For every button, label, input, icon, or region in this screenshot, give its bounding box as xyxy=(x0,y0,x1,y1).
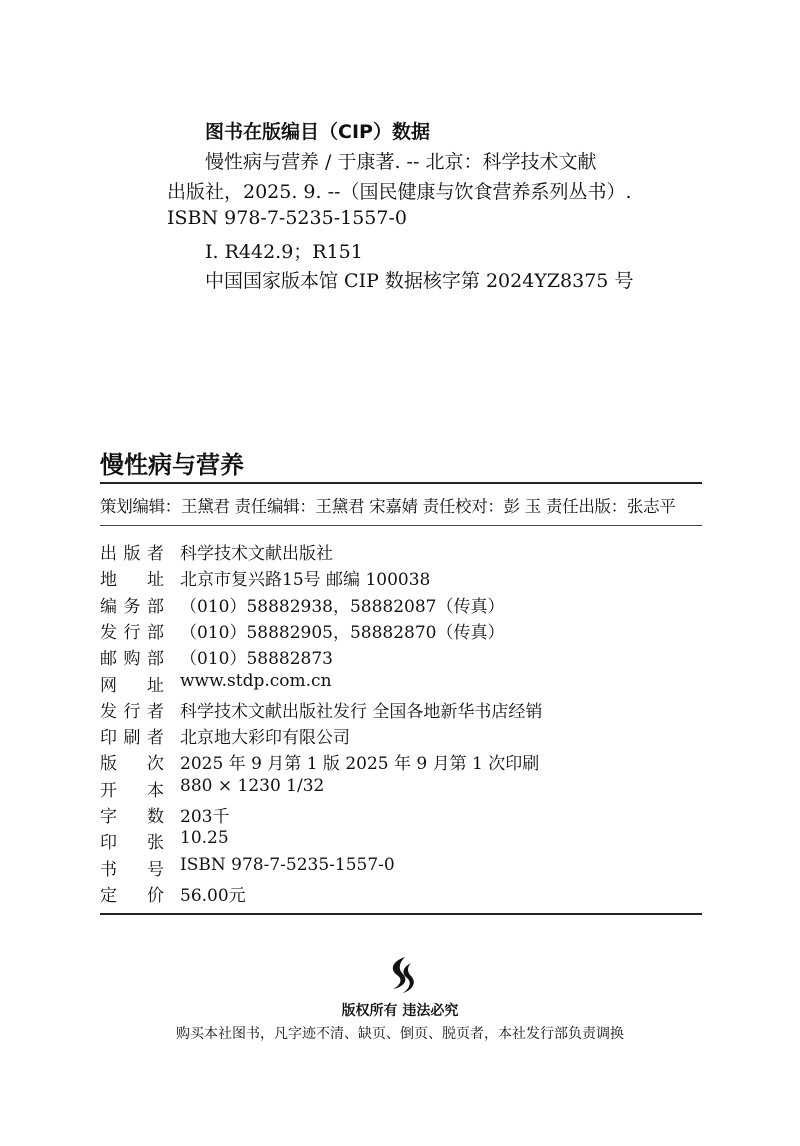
info-label-char: 发 xyxy=(100,622,117,643)
info-value: 203千 xyxy=(180,807,230,827)
info-label-char: 部 xyxy=(147,622,164,643)
info-label xyxy=(100,592,164,617)
info-label-char: 者 xyxy=(147,728,164,749)
info-label-char: 书 xyxy=(100,859,117,880)
info-label-char: 定 xyxy=(100,885,117,906)
info-label-char: 字 xyxy=(100,807,117,827)
info-label-char: 数 xyxy=(147,807,164,827)
info-label xyxy=(100,749,164,774)
info-label xyxy=(100,618,164,643)
info-value: 56.00元 xyxy=(180,885,246,906)
info-label-char: 本 xyxy=(147,780,164,801)
info-value: 北京地大彩印有限公司 xyxy=(180,728,350,749)
info-value: ISBN 978-7-5235-1557-0 xyxy=(180,854,395,875)
info-label-char: 者 xyxy=(147,544,164,564)
info-value: 880 × 1230 1/32 xyxy=(180,775,325,796)
info-label-char: 址 xyxy=(147,570,164,591)
info-label-char: 邮 xyxy=(100,649,117,670)
info-value: （010）58882873 xyxy=(180,649,333,670)
info-label xyxy=(100,565,164,590)
info-label-char: 出 xyxy=(100,544,117,564)
info-label-char: 者 xyxy=(147,701,164,722)
credits-divider xyxy=(100,525,702,526)
editorial-credits: 策划编辑：王黛君 责任编辑：王黛君 宋嘉婧 责任校对：彭 玉 责任出版：张志平 xyxy=(100,497,676,516)
cip-heading: 图书在版编目（CIP）数据 xyxy=(205,121,430,143)
info-label-char: 部 xyxy=(147,649,164,670)
info-label xyxy=(100,855,164,880)
cip-line-publisher: 出版社，2025. 9. --（国民健康与饮食营养系列丛书）. xyxy=(167,181,632,203)
info-label-char: 编 xyxy=(100,596,117,617)
info-label-char: 版 xyxy=(123,544,141,564)
copyright-notice: 版权所有 违法必究 xyxy=(341,1003,459,1019)
info-label-char: 号 xyxy=(147,859,164,880)
info-label-char: 刷 xyxy=(123,728,141,749)
cip-line-title: 慢性病与营养 / 于康著. -- 北京：科学技术文献 xyxy=(205,151,597,173)
info-value: （010）58882905，58882870（传真） xyxy=(180,622,505,643)
info-label xyxy=(100,881,164,906)
cip-line-classification: Ⅰ. R442.9；R151 xyxy=(205,241,363,263)
info-label-char: 张 xyxy=(147,833,164,854)
info-label xyxy=(100,671,164,696)
info-label-char: 地 xyxy=(100,570,117,591)
info-value: 科学技术文献出版社 xyxy=(180,544,333,564)
info-value: 10.25 xyxy=(180,828,229,849)
cip-line-record-number: 中国国家版本馆 CIP 数据核字第 2024YZ8375 号 xyxy=(205,270,634,292)
book-title: 慢性病与营养 xyxy=(100,451,244,479)
info-label-char: 网 xyxy=(100,675,117,696)
info-label-char: 购 xyxy=(123,649,141,670)
info-label xyxy=(100,723,164,748)
info-value: 科学技术文献出版社发行 全国各地新华书店经销 xyxy=(180,701,543,722)
info-label-char: 务 xyxy=(123,596,141,617)
info-value: 2025 年 9 月第 1 版 2025 年 9 月第 1 次印刷 xyxy=(180,754,540,775)
info-label xyxy=(100,776,164,801)
cip-line-isbn: ISBN 978-7-5235-1557-0 xyxy=(167,207,407,229)
info-value: www.stdp.com.cn xyxy=(180,670,332,691)
replacement-notice: 购买本社图书，凡字迹不清、缺页、倒页、脱页者，本社发行部负责调换 xyxy=(176,1026,624,1042)
info-label xyxy=(100,644,164,669)
info-value: 北京市复兴路15号 邮编 100038 xyxy=(180,570,431,591)
info-label-char: 价 xyxy=(147,885,164,906)
publisher-logo-icon xyxy=(381,955,421,995)
info-label-char: 部 xyxy=(147,596,164,617)
info-label-char: 开 xyxy=(100,780,117,801)
title-divider xyxy=(100,482,702,484)
info-divider xyxy=(100,913,702,915)
info-label-char: 行 xyxy=(123,701,141,722)
info-value: （010）58882938，58882087（传真） xyxy=(180,596,505,617)
info-label xyxy=(100,539,164,564)
info-label-char: 发 xyxy=(100,701,117,722)
info-label xyxy=(100,697,164,722)
info-label-char: 印 xyxy=(100,728,117,749)
info-label-char: 次 xyxy=(147,754,164,775)
info-label-char: 印 xyxy=(100,833,117,854)
info-label xyxy=(100,828,164,853)
info-label xyxy=(100,802,164,827)
info-label-char: 行 xyxy=(123,622,141,643)
info-label-char: 址 xyxy=(147,675,164,696)
info-label-char: 版 xyxy=(100,754,117,775)
